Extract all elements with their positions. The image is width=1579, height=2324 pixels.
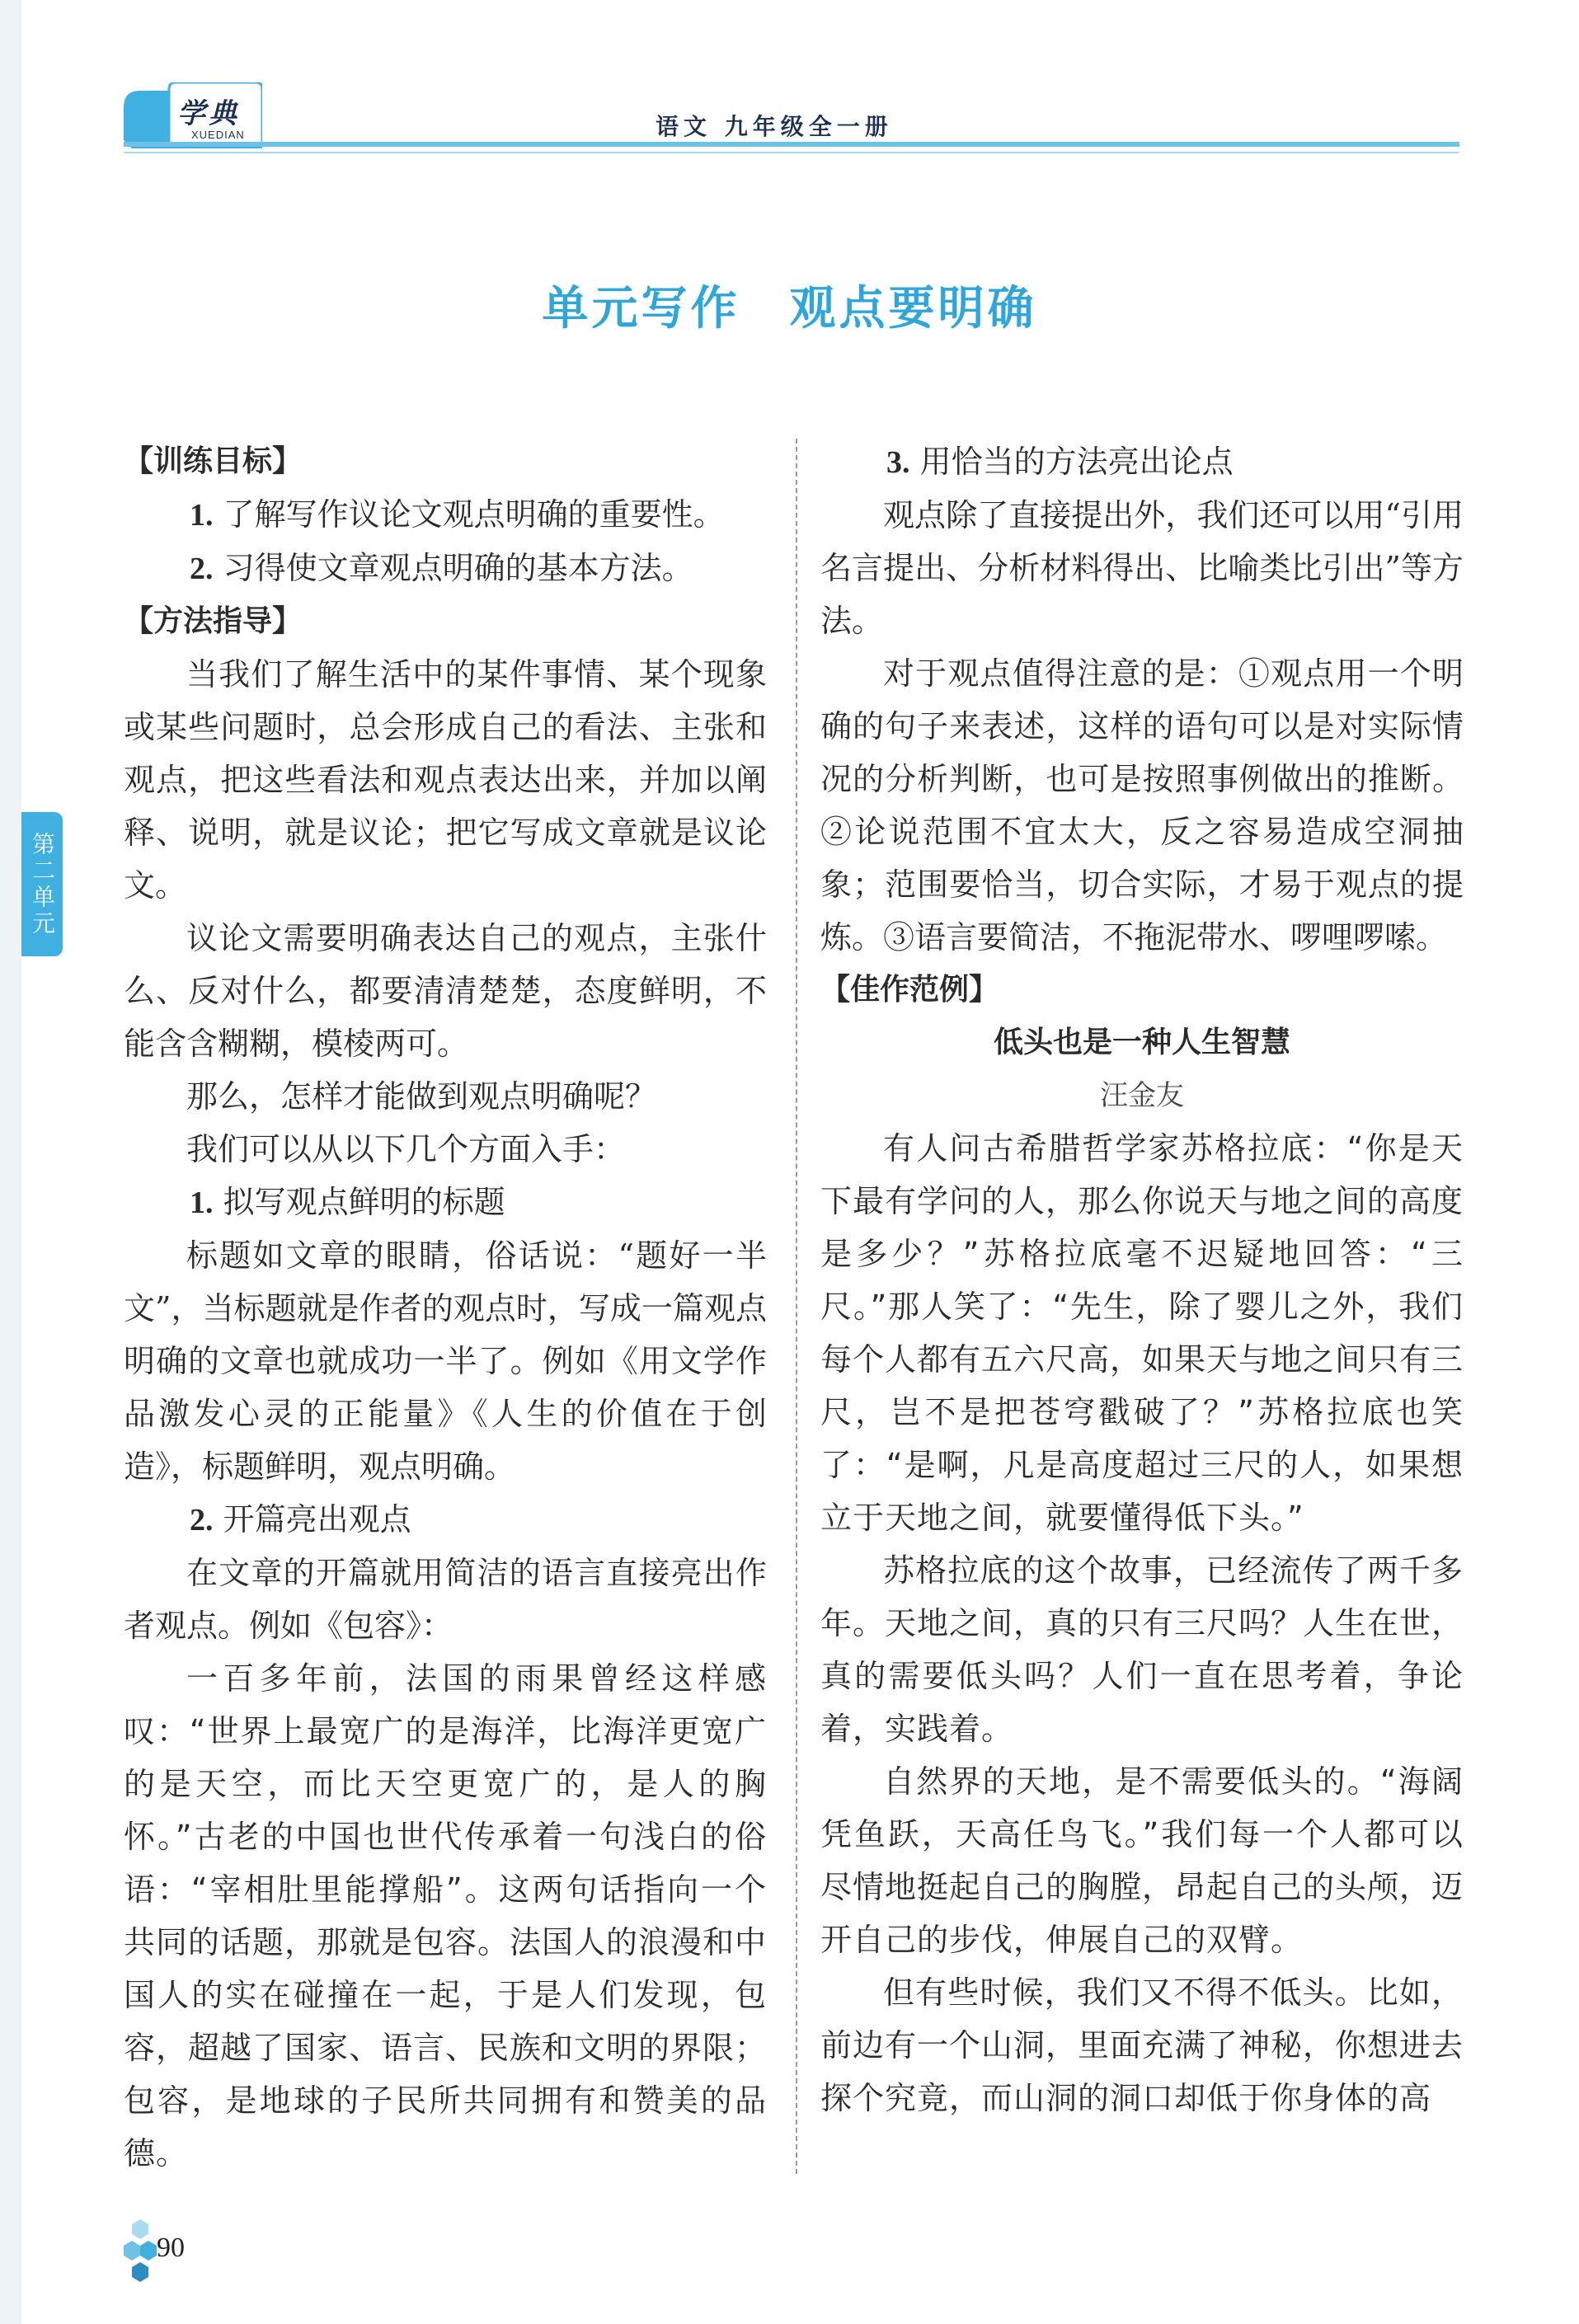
body-paragraph: 那么，怎样才能做到观点明确呢？	[186, 1078, 657, 1115]
essay-paragraph: 苏格拉底的这个故事，已经流传了两千多年。天地之间，真的只有三尺吗？人生在世，真的需要低头吗？人们一直在思考着，争论着，实践着。	[820, 1552, 1464, 1747]
body-paragraph: 我们可以从以下几个方面入手：	[186, 1131, 626, 1167]
body-paragraph: 观点除了直接提出外，我们还可以用“引用名言提出、分析材料得出、比喻类比引出”等方法。	[820, 497, 1464, 639]
essay-author: 汪金友	[1100, 1079, 1184, 1112]
item-text: 开篇亮出观点	[213, 1501, 411, 1538]
right-column	[820, 435, 1464, 2124]
header-rule	[124, 142, 1459, 147]
body-paragraph: 标题如文章的眼睛，俗话说：“题好一半文”，当标题就是作者的观点时，写成一篇观点明确的文章也就成功一半了。例如《用文学作品激发心灵的正能量》《人生的价值在于创造》，标题鲜明，观点明确。	[124, 1237, 767, 1485]
logo-text: 学典	[177, 97, 240, 130]
essay-paragraph: 一百多年前，法国的雨果曾经这样感叹：“世界上最宽广的是海洋，比海洋更宽广的是天空，而比天空更宽广的，是人的胸怀。”古老的中国也世代传承着一句浅白的俗语：“宰相肚里能撑船”。这两句话指向一个共同的话题，那就是包容。法国人的浪漫和中国人的实在碰撞在一起，于是人们发现，包容，超越了国家、语言、民族和文明的界限；包容，是地球的子民所共同拥有和赞美的品德。	[124, 1660, 768, 2171]
section-heading: 【训练目标】	[124, 444, 303, 478]
essay-paragraph: 有人问古希腊哲学家苏格拉底：“你是天下最有学问的人，那么你说天与地之间的高度是多少？”苏格拉底毫不迟疑地回答：“三尺。”那人笑了：“先生，除了婴儿之外，我们每个人都有五六尺高，如果天与地之间只有三尺，岂不是把苍穹戳破了？”苏格拉底也笑了：“是啊，凡是高度超过三尺的人，如果想立于天地之间，就要懂得低下头。”	[820, 1130, 1464, 1536]
body-paragraph: 对于观点值得注意的是：①观点用一个明确的句子来表述，这样的语句可以是对实际情况的分析判断，也可是按照事例做出的推断。②论说范围不宜太大，反之容易造成空洞抽象；范围要恰当，切合实际，才易于观点的提炼。③语言要简洁，不拖泥带水、啰哩啰嗦。	[820, 655, 1464, 955]
item-number: 3.	[886, 445, 910, 480]
book-title: 语文 九年级全一册	[656, 113, 893, 140]
section-heading: 【佳作范例】	[820, 973, 999, 1007]
xuedian-logo	[124, 82, 262, 150]
header-rule-thin	[124, 152, 1459, 153]
page-title: 单元写作 观点要明确	[542, 282, 1037, 336]
left-column	[124, 435, 767, 2180]
item-text: 了解写作议论文观点明确的重要性。	[213, 496, 725, 533]
body-paragraph: 当我们了解生活中的某件事情、某个现象或某些问题时，总会形成自己的看法、主张和观点，把这些看法和观点表达出来，并加以阐释、说明，就是议论；把它写成文章就是议论文。	[124, 656, 767, 904]
item-text: 用恰当的方法亮出论点	[909, 444, 1234, 480]
item-text: 拟写观点鲜明的标题	[213, 1184, 505, 1220]
item-text: 习得使文章观点明确的基本方法。	[213, 550, 693, 586]
section-heading: 【方法指导】	[124, 604, 303, 638]
goal-item	[124, 488, 767, 542]
unit-side-tab[interactable]: 第二单元	[21, 812, 63, 956]
essay-paragraph: 自然界的天地，是不需要低头的。“海阔凭鱼跃，天高任鸟飞。”我们每一个人都可以尽情地挺起自己的胸膛，昂起自己的头颅，迈开自己的步伐，伸展自己的双臂。	[820, 1763, 1464, 1958]
item-number: 1.	[190, 1185, 214, 1220]
item-number: 2.	[190, 552, 214, 586]
essay-title: 低头也是一种人生智慧	[993, 1026, 1290, 1059]
method-subheading	[820, 435, 1464, 489]
logo-subtext: XUEDIAN	[191, 129, 245, 141]
item-number: 2.	[190, 1503, 214, 1538]
page-number: 90	[157, 2232, 185, 2263]
page-edge	[0, 0, 21, 2324]
column-divider	[796, 439, 797, 2174]
essay-paragraph: 但有些时候，我们又不得不低头。比如，前边有一个山洞，里面充满了神秘，你想进去探个究竟，而山洞的洞口却低于你身体的高	[820, 1974, 1464, 2116]
method-subheading	[124, 1493, 767, 1547]
goal-item	[124, 542, 767, 595]
body-paragraph: 在文章的开篇就用简洁的语言直接亮出作者观点。例如《包容》：	[124, 1555, 767, 1644]
body-paragraph: 议论文需要明确表达自己的观点，主张什么、反对什么，都要清清楚楚，态度鲜明，不能含含糊糊，模棱两可。	[124, 920, 767, 1062]
method-subheading	[124, 1176, 767, 1229]
hexagon-decoration-icon	[124, 2218, 157, 2292]
item-number: 1.	[190, 498, 214, 533]
